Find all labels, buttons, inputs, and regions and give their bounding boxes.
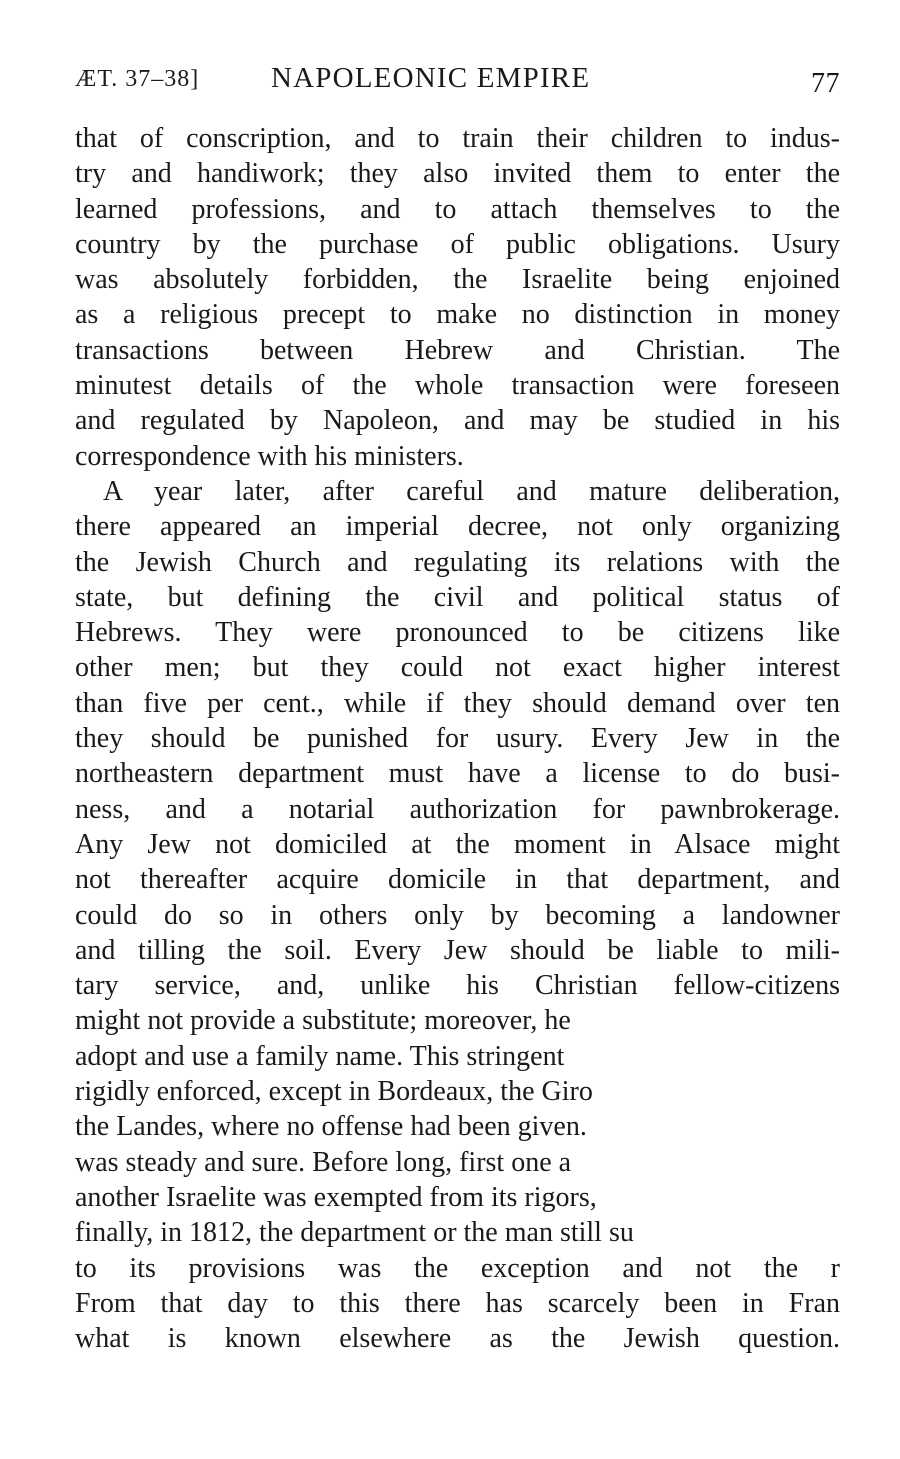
text-line: there appeared an imperial decree, not only organizing — [75, 511, 840, 543]
header-chapter-ref: ÆT. 37–38] — [75, 66, 200, 92]
text-line: other men; but they could not exact higher interest — [75, 652, 840, 684]
text-line: the Landes, where no offense had been given. — [75, 1111, 587, 1143]
text-line: and regulated by Napoleon, and may be studied in his — [75, 405, 840, 437]
text-line: not thereafter acquire domicile in that department, and — [75, 864, 840, 896]
text-line: another Israelite was exempted from its rigors, — [75, 1181, 597, 1213]
body-text — [75, 121, 840, 1356]
running-header — [75, 62, 840, 102]
text-line: tary service, and, unlike his Christian fellow-citizens — [75, 970, 840, 1002]
text-line: could do so in others only by becoming a landowner — [75, 899, 840, 931]
text-line: correspondence with his ministers. — [75, 440, 464, 472]
text-line: rigidly enforced, except in Bordeaux, the Giro — [75, 1076, 593, 1108]
text-line: to its provisions was the exception and not the r — [75, 1252, 840, 1284]
text-line: was absolutely forbidden, the Israelite being enjoined — [75, 264, 840, 296]
text-line: finally, in 1812, the department or the man still su — [75, 1217, 634, 1249]
text-line: northeastern department must have a license to do busi- — [75, 758, 840, 790]
text-line: might not provide a substitute; moreover, he — [75, 1005, 571, 1037]
text-line: was steady and sure. Before long, first one a — [75, 1146, 572, 1178]
text-line: that of conscription, and to train their children to indus- — [75, 123, 840, 154]
text-line: try and handiwork; they also invited them to enter the — [75, 158, 840, 190]
text-line: transactions between Hebrew and Christian. The — [75, 334, 840, 366]
text-line: adopt and use a family name. This stringent — [75, 1040, 565, 1072]
text-line: what is known elsewhere as the Jewish question. — [75, 1323, 840, 1355]
text-line: country by the purchase of public obligations. Usury — [75, 228, 840, 260]
text-line: learned professions, and to attach themselves to the — [75, 193, 840, 225]
text-line: than five per cent., while if they should demand over ten — [75, 687, 840, 719]
text-line: Hebrews. They were pronounced to be citizens like — [75, 617, 840, 649]
text-line: Any Jew not domiciled at the moment in Alsace might — [75, 828, 840, 860]
text-line: state, but defining the civil and political status of — [75, 581, 840, 613]
text-line: minutest details of the whole transaction were foreseen — [75, 370, 840, 402]
text-line: A year later, after careful and mature deliberation, — [103, 475, 840, 507]
text-line: ness, and a notarial authorization for pawnbrokerage. — [75, 793, 840, 825]
text-line: and tilling the soil. Every Jew should be liable to mili- — [75, 934, 840, 966]
header-title: NAPOLEONIC EMPIRE — [271, 62, 591, 94]
text-line: as a religious precept to make no distinction in money — [75, 299, 840, 331]
page-number: 77 — [811, 68, 840, 99]
text-line: the Jewish Church and regulating its relations with the — [75, 546, 840, 578]
text-line: they should be punished for usury. Every Jew in the — [75, 723, 840, 755]
text-line: From that day to this there has scarcely been in Fran — [75, 1287, 840, 1319]
